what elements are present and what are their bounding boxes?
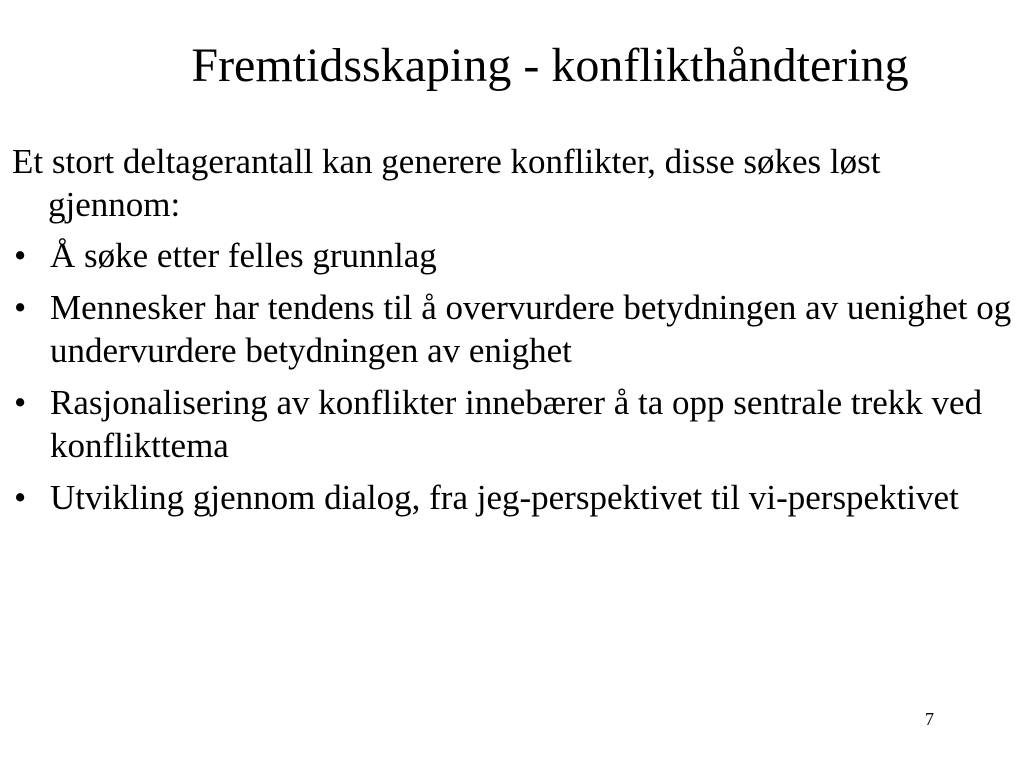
bullet-text: Mennesker har tendens til å overvurdere betydningen av uenighet og undervurdere betydningen av enighet <box>50 288 1012 370</box>
bullet-text: Å søke etter felles grunnlag <box>50 236 437 275</box>
bullet-icon: • <box>14 288 27 327</box>
bullet-item <box>12 381 1012 467</box>
bullet-text: Utvikling gjennom dialog, fra jeg-perspektivet til vi-perspektivet <box>50 478 959 517</box>
slide-body <box>12 140 1012 528</box>
bullet-item <box>12 476 1012 519</box>
bullet-icon: • <box>14 236 27 275</box>
intro-text: Et stort deltagerantall kan generere konflikter, disse søkes løst gjennom: <box>12 142 881 224</box>
page-number: 7 <box>925 709 934 729</box>
bullet-item <box>12 286 1012 372</box>
bullet-icon: • <box>14 383 27 422</box>
bullet-list <box>12 234 1012 519</box>
bullet-icon: • <box>14 478 27 517</box>
bullet-item <box>12 234 1012 277</box>
bullet-text: Rasjonalisering av konflikter innebærer å ta opp sentrale trekk ved konflikttema <box>50 383 983 465</box>
slide-title: Fremtidsskaping - konflikthåndtering <box>191 39 909 92</box>
